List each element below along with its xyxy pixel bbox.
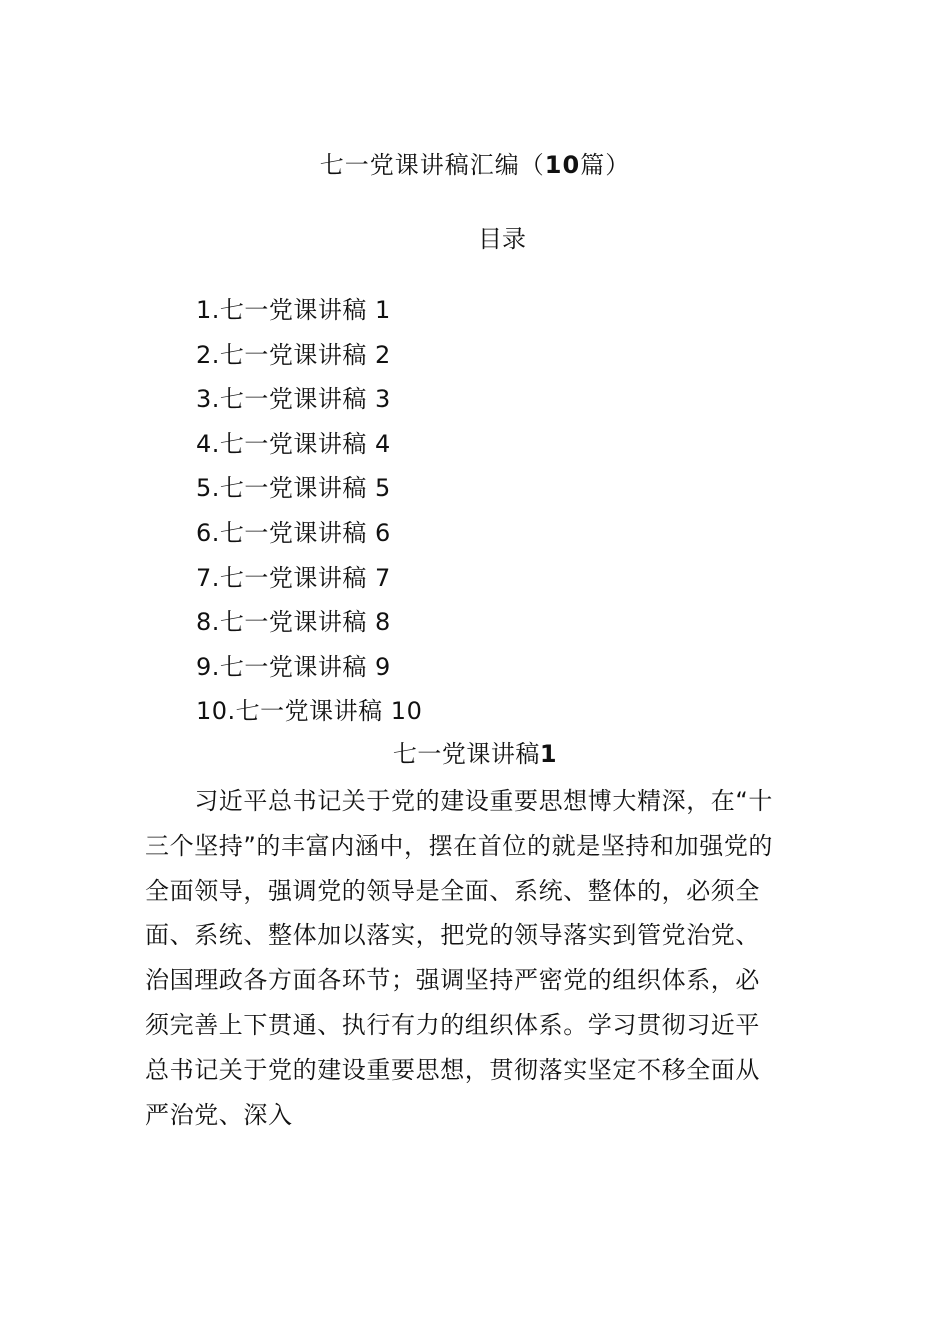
table-of-contents bbox=[196, 288, 422, 734]
document-title-count: 10 bbox=[544, 151, 581, 179]
body-line: 习近平总书记关于党的建设重要思想博大精深，在“十 bbox=[145, 787, 774, 815]
body-line: 总书记关于党的建设重要思想，贯彻落实坚定不移全面从 bbox=[145, 1055, 760, 1084]
toc-item[interactable]: 2.七一党课讲稿 2 bbox=[196, 340, 391, 369]
body-line: 三个坚持”的丰富内涵中，摆在首位的就是坚持和加强党的 bbox=[145, 831, 774, 860]
document-title bbox=[0, 145, 950, 185]
body-line: 严治党、深入 bbox=[145, 1100, 293, 1129]
section-title-number: 1 bbox=[539, 740, 558, 768]
body-line: 须完善上下贯通、执行有力的组织体系。学习贯彻习近平 bbox=[145, 1010, 760, 1039]
document-title-text: 七一党课讲稿汇编（ bbox=[319, 151, 545, 179]
toc-heading: 目录 bbox=[478, 225, 526, 253]
body-line: 治国理政各方面各环节；强调坚持严密党的组织体系，必 bbox=[145, 966, 760, 995]
section-title bbox=[0, 734, 950, 774]
body-line: 全面领导，强调党的领导是全面、系统、整体的，必须全 bbox=[145, 876, 760, 905]
toc-item[interactable]: 10.七一党课讲稿 10 bbox=[196, 697, 423, 726]
toc-item[interactable]: 8.七一党课讲稿 8 bbox=[196, 608, 391, 637]
toc-item[interactable]: 4.七一党课讲稿 4 bbox=[196, 429, 391, 458]
toc-item[interactable]: 6.七一党课讲稿 6 bbox=[196, 518, 391, 547]
toc-item[interactable]: 3.七一党课讲稿 3 bbox=[196, 385, 391, 414]
toc-item[interactable]: 1.七一党课讲稿 1 bbox=[196, 296, 391, 324]
document-title-tail: 篇） bbox=[580, 151, 631, 179]
body-line: 面、系统、整体加以落实，把党的领导落实到管党治党、 bbox=[145, 921, 760, 950]
toc-item[interactable]: 9.七一党课讲稿 9 bbox=[196, 652, 391, 681]
body-paragraph bbox=[145, 779, 810, 1137]
section-title-text: 七一党课讲稿 bbox=[392, 740, 540, 768]
toc-item[interactable]: 5.七一党课讲稿 5 bbox=[196, 474, 391, 503]
toc-item[interactable]: 7.七一党课讲稿 7 bbox=[196, 563, 391, 592]
